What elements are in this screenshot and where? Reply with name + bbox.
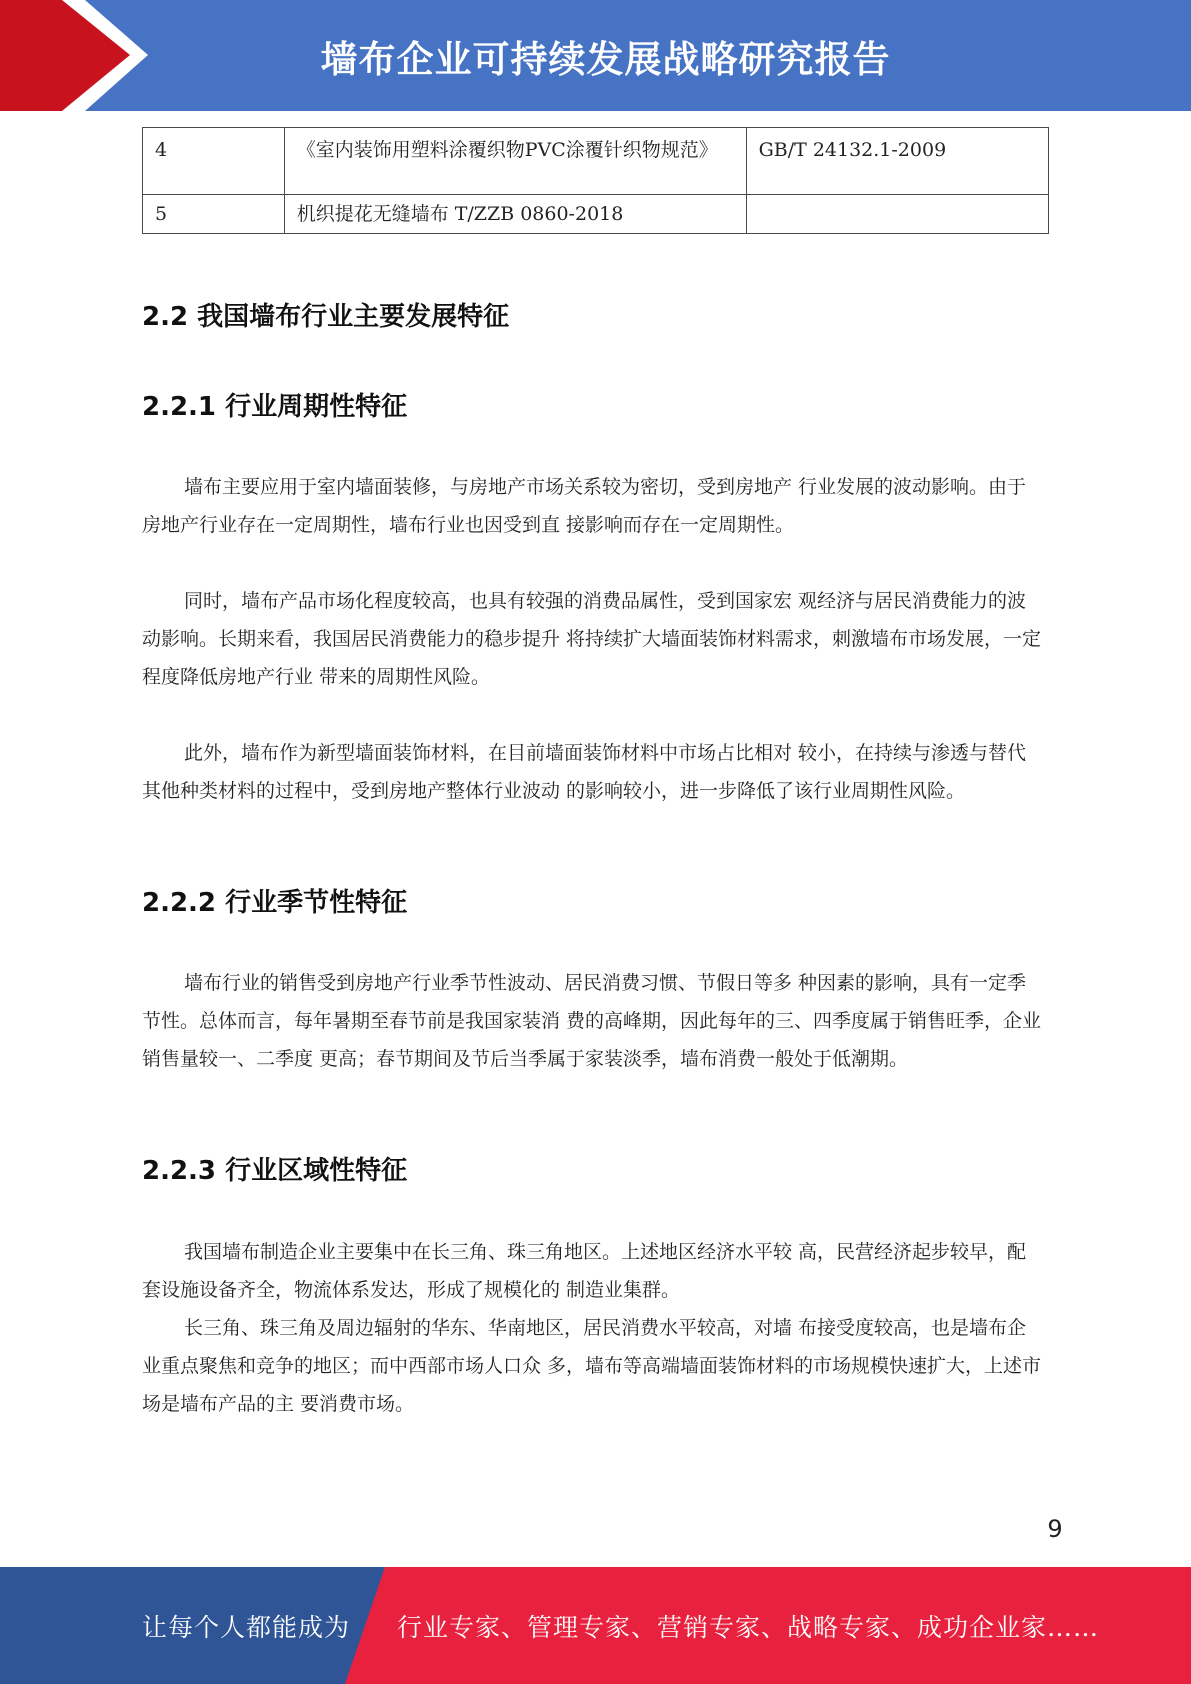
paragraph: 同时，墙布产品市场化程度较高，也具有较强的消费品属性，受到国家宏 观经济与居民消费能力的波动影响。长期来看，我国居民消费能力的稳步提升 将持续扩大墙面装饰材料需求，刺激墙布市场发展，一定程度降低房地产行业 带来的周期性风险。 bbox=[142, 590, 1042, 688]
table-cell-code: GB/T 24132.1-2009 bbox=[746, 128, 1048, 195]
table-cell-no: 4 bbox=[143, 128, 285, 195]
section-heading-2-2-2: 2.2.2 行业季节性特征 bbox=[142, 888, 408, 918]
table-row bbox=[143, 128, 1049, 195]
paragraph: 墙布行业的销售受到房地产行业季节性波动、居民消费习惯、节假日等多 种因素的影响，具有一定季节性。总体而言，每年暑期至春节前是我国家装消 费的高峰期，因此每年的三、四季度属于销售旺季，企业销售量较一、二季度 更高；春节期间及节后当季属于家装淡季，墙布消费一般处于低潮期。 bbox=[142, 972, 1042, 1070]
table-cell-no: 5 bbox=[143, 195, 285, 234]
section-heading-2-2: 2.2 我国墙布行业主要发展特征 bbox=[142, 302, 510, 332]
table-row bbox=[143, 195, 1049, 234]
page-header bbox=[0, 0, 1191, 111]
paragraph: 我国墙布制造企业主要集中在长三角、珠三角地区。上述地区经济水平较 高，民营经济起步较早，配套设施设备齐全，物流体系发达，形成了规模化的 制造业集群。 bbox=[142, 1241, 1027, 1301]
report-title: 墙布企业可持续发展战略研究报告 bbox=[320, 37, 891, 81]
paragraph: 此外，墙布作为新型墙面装饰材料，在目前墙面装饰材料中市场占比相对 较小，在持续与渗透与替代其他种类材料的过程中，受到房地产整体行业波动 的影响较小，进一步降低了该行业周期性风险。 bbox=[142, 742, 1027, 802]
page-number: 9 bbox=[1047, 1515, 1063, 1543]
footer-slogan-left: 让每个人都能成为 bbox=[142, 1612, 351, 1642]
table-cell-name: 机织提花无缝墙布 T/ZZB 0860-2018 bbox=[284, 195, 746, 234]
standards-table bbox=[142, 127, 1049, 234]
table-cell-name: 《室内装饰用塑料涂覆织物PVC涂覆针织物规范》 bbox=[284, 128, 746, 195]
page-footer bbox=[0, 1567, 1191, 1684]
paragraph: 墙布主要应用于室内墙面装修，与房地产市场关系较为密切，受到房地产 行业发展的波动影响。由于房地产行业存在一定周期性，墙布行业也因受到直 接影响而存在一定周期性。 bbox=[142, 476, 1027, 536]
section-heading-2-2-3: 2.2.3 行业区域性特征 bbox=[142, 1156, 408, 1186]
section-heading-2-2-1: 2.2.1 行业周期性特征 bbox=[142, 392, 408, 422]
table-cell-code bbox=[746, 195, 1048, 234]
paragraph: 长三角、珠三角及周边辐射的华东、华南地区，居民消费水平较高，对墙 布接受度较高，也是墙布企业重点聚焦和竞争的地区；而中西部市场人口众 多，墙布等高端墙面装饰材料的市场规模快速扩大，上述市场是墙布产品的主 要消费市场。 bbox=[142, 1317, 1042, 1415]
footer-slogan-right: 行业专家、管理专家、营销专家、战略专家、成功企业家…… bbox=[397, 1612, 1100, 1642]
